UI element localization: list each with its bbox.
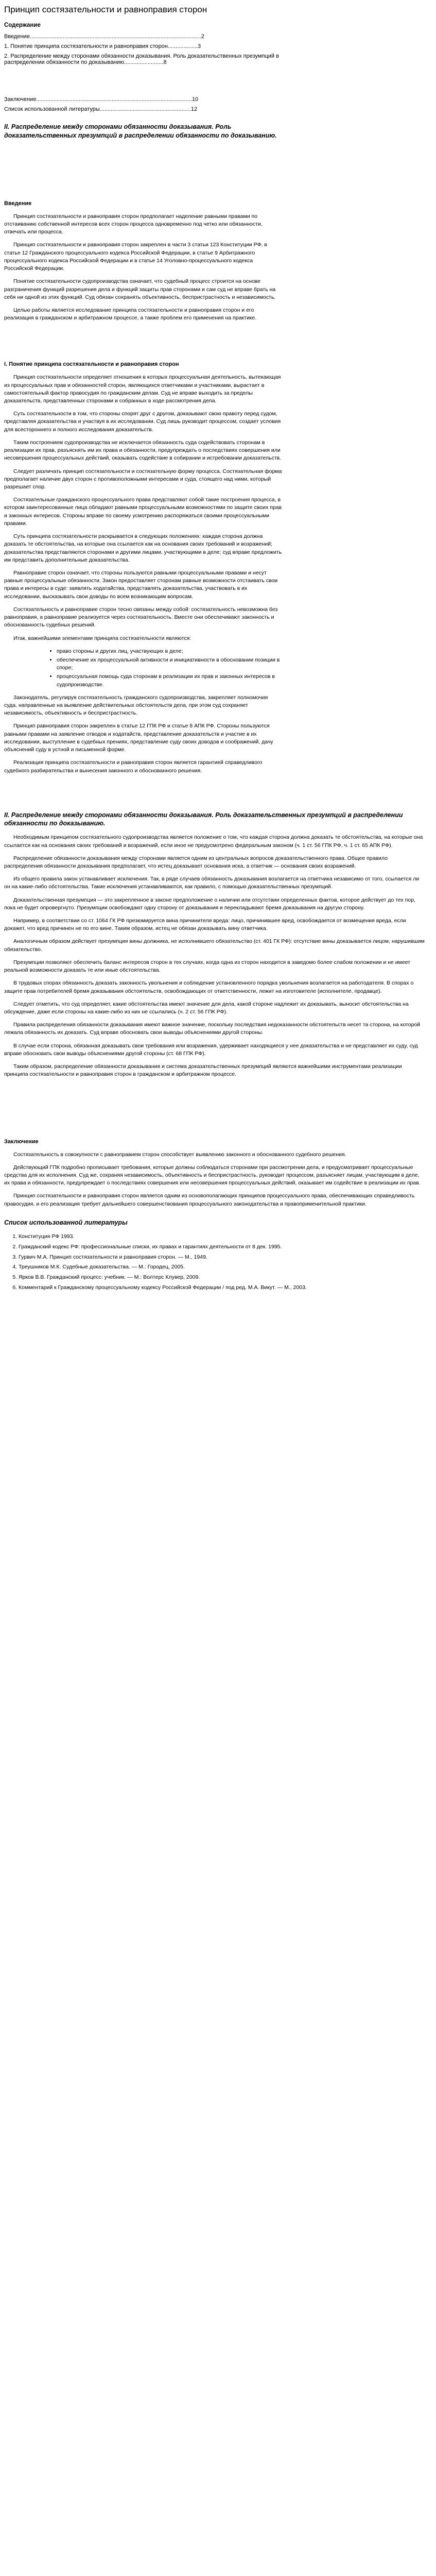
section2-paragraph: Из общего правила закон устанавливает исключения. Так, в ряде случаев обязанность доказывания возлагается на ответчика независимо от того, ссылается ли он на какие-либо обстоятельства. Такие исключения устанавливаются, как правило, с помощью доказательственных презумпций. [4,876,420,890]
section2-paragraph: Доказательственная презумпция — это закрепленное в законе предположение о наличии или отсутствии определенных фактов, которое действует до тех пор, пока не будет опровергнуто. Презумпции освобождают одну сторону от доказывания и перекладывают бремя доказывания на другую сторону. [4,896,415,911]
intro-paragraph: Понятие состязательности судопроизводства означает, что судебный процесс строится на основе разграничения функций разрешения дела и функций защиты прав сторонами и сам суд не вправе брать на себя ни одной из этих функций. Суд обязан сохранять объективность, беспристрастность и независимость. [4,278,276,300]
introduction-section [4,200,432,323]
intro-paragraph: Принцип состязательности и равноправия сторон предполагает наделение равными правами по отстаиванию собственной интересов всех сторон процесса одновременно под четко или обязанности, отвечать или процесса. [4,213,263,235]
section2-paragraph: Следует отметить, что суд определяет, какие обстоятельства имеют значение для дела, какой стороне надлежит их доказывать, выносит обстоятельства на обсуждение, даже если стороны на какие-либо из них не ссылались (ч. 2 ст. 56 ГПК РФ). [4,1001,409,1015]
section2-paragraph: Распределение обязанности доказывания между сторонами является одним из центральных вопросов доказательственного права. Общее правило распределения обязанности доказывания предполагает, что истец доказывает основания иска, а ответчик — основания своих возражений. [4,855,388,869]
conclusion-paragraph: Действующий ГПК подробно прописывает требования, которые должны соблюдаться сторонами при рассмотрении дела, и предусматривает процессуальные средства для их исполнения. Суд же, сохраняя независимость, объективность и беспристрастность, руководит процессом, разъясняет лицам, участвующим в деле, их права и обязанности, предупреждает о последствиях совершения или несовершения процессуальных действий, оказывает им содействие в реализации их прав. [4,1164,421,1187]
section2-paragraph: Таким образом, распределение обязанности доказывания и система доказательственных презумпций являются важнейшими инструментами реализации принципа состязательности и равноправия сторон в гражданском и арбитражном процессе. [4,1063,402,1078]
references-section [4,1218,432,1292]
conclusion-heading: Заключение [4,1138,39,1145]
section1-paragraph: Следует различать принцип состязательности и состязательную форму процесса. Состязательная форма предполагает наличие двух сторон с противоположными интересами и суда, стоящего над ними, который разрешает спор. [4,468,282,490]
section2-paragraph: В случае если сторона, обязанная доказывать свои требования или возражения, удерживает находящиеся у нее доказательства и не представляет их суду, суд вправе обосновать свои выводы объяснениями другой стороны (ст. 68 ГПК РФ). [4,1042,418,1057]
section-2 [4,811,432,1079]
reference-item: 4. Треушников М.К. Судебные доказательства. — М.: Городец, 2005. [19,1263,327,1272]
toc-heading: Содержание [4,22,41,29]
section1-paragraph: Реализация принципа состязательности и равноправия сторон является гарантией справедливого судебного разбирательства и вынесения законного и обоснованного решения. [4,759,263,774]
toc-line[interactable]: 2. Распределение между сторонами обязанности доказывания. Роль доказательственных презумпций в распределении обязанности по доказыванию.........................8 [4,53,279,66]
section1-paragraph: Законодатель, регулируя состязательность гражданского судопроизводства, закрепляет полномочия суда, направленные на выявление действительных обстоятельств дела, при этом суд сохраняет независимость, объективность и беспристрастность. [4,694,268,717]
section1-paragraph: Состязательность и равноправие сторон тесно связаны между собой: состязательность невозможна без равноправия, а равноправие реализуется через состязательность. Вместе они обеспечивают законность и обоснованность судебных решений. [4,606,278,629]
reference-item: 1. Конституция РФ 1993. [19,1233,327,1241]
references-heading: Список использованной литературы [4,1218,128,1226]
section-1 [4,361,432,774]
list-item: • процессуальная помощь суда сторонам в реализации их прав и законных интересов в судопроизводстве. [57,673,283,688]
intro-heading: Введение [4,200,32,207]
section1-heading: I. Понятие принципа состязательности и равноправия сторон [4,361,179,368]
toc-line[interactable]: Введение.............................................................................................................2 [4,33,205,40]
spacer [4,146,432,187]
section2-heading: II. Распределение между сторонами обязанности доказывания. Роль доказательственных презумпций в распределении обязанности по доказыванию. [4,811,403,827]
section2-paragraph: Необходимым принципом состязательного судопроизводства является положение о том, что каждая сторона должна доказать те обстоятельства, на которые она ссылается как на основания своих требований и возражений, если иное не предусмотрено федеральным законом (ч. 1 ст. 56 ГПК РФ, ч. 1 ст. 65 АПК РФ). [4,834,423,849]
reference-item: 3. Гурвич М.А. Принцип состязательности и равноправия сторон. — М., 1949. [19,1253,327,1262]
toc-line[interactable]: Список использованной литературы..........................................................12 [4,106,198,113]
reference-item: 6. Комментарий к Гражданскому процессуальному кодексу Российской Федерации / под ред. М.А. Викут. — М., 2003. [19,1284,327,1292]
conclusion-paragraph: Состязательность в совокупности с равноправием сторон способствует выявлению законного и обоснованного судебного решения. [13,1151,346,1158]
section1-paragraph: Суть принципа состязательности раскрывается в следующих положениях: каждая сторона должна доказать те обстоятельства, на которые она ссылается как на основания своих требований и возражений; доказательства представляются сторонами и другими лицами, участвующими в деле; суд вправе предложить им представить дополнительные доказательства. [4,533,282,563]
section2-paragraph: Правила распределения обязанности доказывания имеют важное значение, поскольку последствия недоказанности обстоятельств несет та сторона, на которой лежала обязанность их доказать. Суд вправе обосновать свои выводы объяснениями другой стороны. [4,1022,421,1036]
section1-paragraph: Равноправие сторон означает, что стороны пользуются равными процессуальными правами и несут равные процессуальные обязанности. Закон предоставляет сторонам равные возможности отстаивать свои права и интересы в суде: заявлять ходатайства, представлять доказательства, участвовать в их исследовании, высказывать свои доводы по всем возникающим вопросам. [4,569,278,600]
toc-line[interactable]: 1. Понятие принципа состязательности и равноправия сторон...................3 [4,43,201,50]
section1-paragraph: Таким построением судопроизводства не исключается обязанность суда содействовать сторонам в реализации их прав, разъяснять им их права и обязанности, предупреждать о последствиях совершения или несовершения процессуальных действий, оказывать содействие в собирании и истребовании доказательств. [4,439,282,462]
document-title: Принцип состязательности и равноправия сторон [4,5,207,14]
section1-paragraph: Принцип равноправия сторон закреплен в статье 12 ГПК РФ и статье 8 АПК РФ. Стороны пользуются равными правами на заявление отводов и ходатайств, представление доказательств и участие в их исследовании, выступление в судебных прениях, представление суду своих доводов и соображений, дачу объяснений суду в устной и письменной форме. [4,723,273,753]
list-item: • право стороны и других лиц, участвующих в деле; [57,648,283,655]
section2-paragraph: Презумпции позволяют обеспечить баланс интересов сторон в тех случаях, когда одна из сторон находится в заведомо более слабом положении и не имеет реальной возможности доказать те или иные обстоятельства. [4,959,410,974]
spacer [4,327,432,348]
section2-paragraph: В трудовых спорах обязанность доказать законность увольнения и соблюдение установленного порядка увольнения возлагается на работодателя. В спорах о защите прав потребителей бремя доказывания обстоятельств, освобождающих от ответственности, лежит на изготовителе (исполнителе, продавце). [4,980,414,994]
section1-paragraph: Принцип состязательности определяет отношения в которых процессуальная деятельность, вытекающая из процессуальных прав и обязанностей сторон, являющихся ответчиками и участниками, вырастает в самостоятельный фактор правосудия по гражданским делам. Суд не вправе выходить за пределы доказательств, представленных сторонами и собранных в ходе рассмотрения дела. [4,374,281,404]
spacer [4,780,432,801]
intro-paragraph: Принцип состязательности и равноправия сторон закреплен в части 3 статьи 123 Конституции РФ, в статье 12 Гражданского процессуального кодекса Российской Федерации, в статье 9 Арбитражного процессуального кодекса Российской Федерации и в статье 14 Уголовно-процессуального кодекса Российской Федерации. [4,242,267,272]
section1-paragraph: Состязательные гражданского процессуального права представляют собой такие построения процесса, в котором заинтересованные лица обладают равными процессуальными возможностями по защите своих прав и законных интересов. Стороны вправе по своему усмотрению распоряжаться своими процессуальными правами. [4,497,282,527]
section1-bullet-list [50,648,283,689]
table-of-contents [4,22,432,112]
reference-item: 2. Гражданский кодекс РФ: профессиональные списки, их правах и гарантиях деятельности от 8 дек. 1995. [19,1243,327,1251]
section2-paragraph: Аналогичным образом действует презумпция вины должника, не исполнившего обязательство (ст. 401 ГК РФ): отсутствие вины доказывается лицом, нарушившим обязательство. [4,938,425,953]
references-list [10,1233,327,1292]
list-item: • обеспечение их процессуальной активности и инициативности в обосновании позиции в споре; [57,656,283,672]
reference-item: 5. Ярков В.В. Гражданский процесс: учебник. — М.: Волтерс Клувер, 2009. [19,1274,327,1282]
section-heading-top: II. Распределение между сторонами обязанности доказывания. Роль доказательственных презумпций в распределении обязанности по доказыванию. [4,123,277,139]
conclusion-section [4,1139,432,1208]
toc-line[interactable]: Заключение...................................................................................................10 [4,96,199,103]
section2-paragraph: Например, в соответствии со ст. 1064 ГК РФ презюмируется вина причинителя вреда: лицо, причинившее вред, освобождается от возмещения вреда, если докажет, что вред причинен не по его вине. Таким образом, истец не обязан доказывать вину ответчика. [4,918,406,932]
spacer [4,1084,432,1125]
intro-paragraph: Целью работы является исследование принципа состязательности и равноправия сторон и его реализация в гражданском и арбитражном процессе, а также проблем его применения на практике. [4,307,257,321]
conclusion-paragraph: Принцип состязательности и равноправия сторон является одним из основополагающих принципов процессуального права, обеспечивающих справедливость правосудия, и его реализация требует дальнейшего совершенствования процессуального законодательства и правоприменительной практики. [4,1193,415,1207]
section1-list-intro: Итак, важнейшими элементами принципа состязательности являются: [13,635,191,641]
section1-paragraph: Суть состязательности в том, что стороны спорят друг с другом, доказывают свою правоту перед судом, представляя доказательства и участвуя в их исследовании. Суд лишь руководит процессом, создает условия для всестороннего и полного исследования доказательств. [4,411,281,433]
